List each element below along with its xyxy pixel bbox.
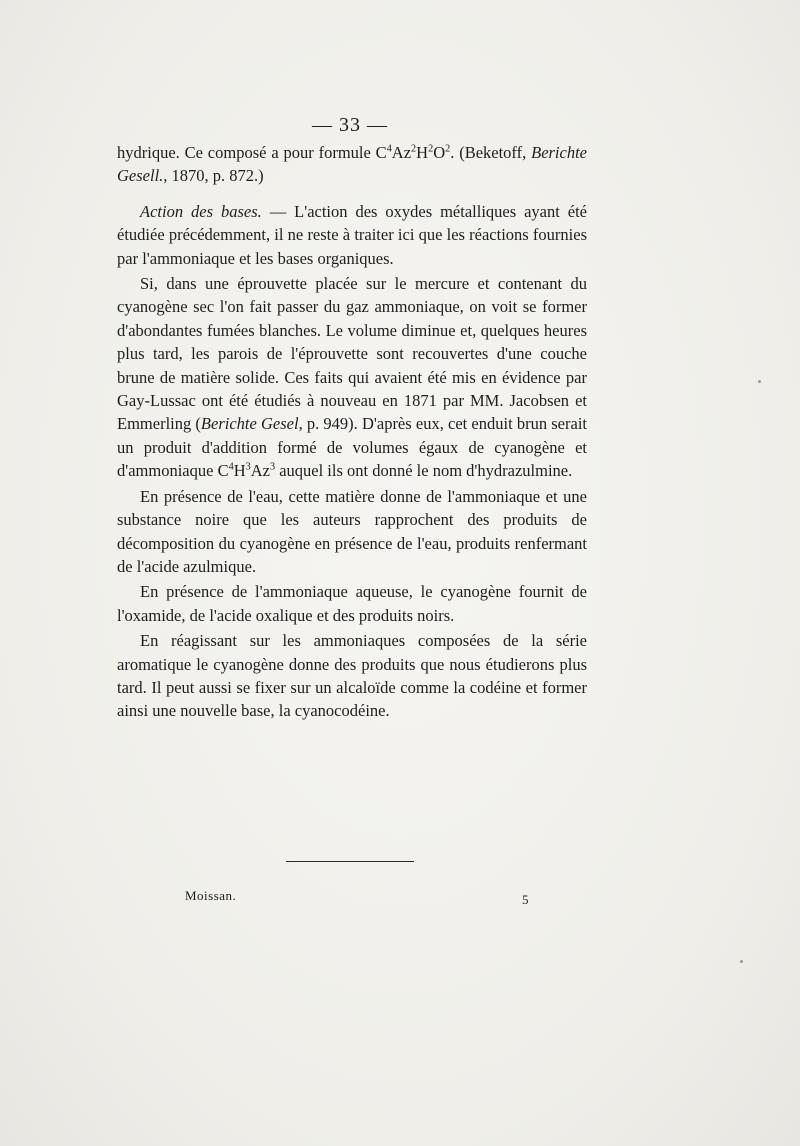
body-text bbox=[117, 141, 587, 723]
paragraph-formula bbox=[117, 141, 587, 188]
text-run: . (Beketoff, bbox=[450, 143, 532, 162]
italic-text: Berichte Gesel bbox=[200, 414, 299, 434]
text-run: En présence de l'eau, cette matière donne de l'ammoniaque et une substance noire que les auteurs rapprochent des produits de décomposition du cyanogène en présence de l'eau, produits renfermant de l'acide azulmique. bbox=[117, 486, 587, 576]
printer-signature-mark: Moissan. bbox=[185, 888, 237, 903]
page-number: — 33 — bbox=[312, 114, 388, 136]
formula-superscript: 3 bbox=[269, 461, 276, 473]
formula-superscript: 3 bbox=[245, 461, 251, 473]
text-run: O bbox=[433, 143, 446, 162]
text-run: Az bbox=[250, 461, 270, 481]
text-run: hydrique. Ce composé a pour formule C bbox=[117, 143, 387, 162]
text-run: En réagissant sur les ammoniaques composées de la série aromatique le cyanogène donne des produits que nous étudierons plus tard. Il peut aussi se fixer sur un alcaloïde comme la codéine et former ainsi une nouvelle base, la cyanocodéine. bbox=[117, 631, 587, 721]
paragraph-action-des-bases bbox=[117, 200, 587, 270]
text-run: — L'action des oxydes métalliques ayant été étudiée précédemment, il ne reste à traiter ici que les réactions fournies par l'ammoniaque et les bases organiques. bbox=[117, 201, 587, 268]
paper-speck bbox=[740, 960, 743, 963]
formula-superscript: 4 bbox=[386, 143, 392, 155]
text-run: H bbox=[416, 143, 429, 162]
text-run: Az bbox=[391, 143, 412, 162]
text-run: , 1870, p. 872.) bbox=[163, 166, 264, 186]
formula-superscript: 2 bbox=[445, 143, 451, 155]
text-run: auquel ils ont donné le nom d'hydrazulmine. bbox=[275, 461, 573, 481]
formula-superscript: 2 bbox=[428, 143, 434, 155]
italic-text: Action des bases. bbox=[140, 201, 262, 221]
paragraph-ammoniaque-aqueuse bbox=[117, 580, 587, 627]
paragraph-ammoniaques-composees bbox=[117, 629, 587, 723]
text-run: H bbox=[233, 461, 246, 481]
text-run: En présence de l'ammoniaque aqueuse, le cyanogène fournit de l'oxamide, de l'acide oxalique et des produits noirs. bbox=[117, 582, 587, 625]
paragraph-presence-eau bbox=[117, 485, 587, 579]
text-run: Si, dans une éprouvette placée sur le mercure et contenant du cyanogène sec l'on fait passer du gaz ammoniaque, on voit se former d'abondantes fumées blanches. Le volume diminue et, quelques heures plus tard, les parois de l'éprouvette sont recouvertes d'une couche brune de matière solide. Ces faits qui avaient été mis en évidence par Gay-Lussac ont été étudiés à nouveau en 1871 par MM. Jacobsen et Emmerling ( bbox=[117, 274, 587, 434]
formula-superscript: 4 bbox=[228, 461, 234, 473]
italic-text: Berichte Gesell. bbox=[117, 143, 587, 186]
formula-superscript: 2 bbox=[411, 143, 417, 155]
paper-speck bbox=[758, 380, 761, 383]
sheet-number: 5 bbox=[522, 892, 529, 907]
section-divider-rule bbox=[286, 861, 414, 862]
text-run: , p. 949). D'après eux, cet enduit brun serait un produit d'addition formé de volumes égaux de cyanogène et d'ammoniaque C bbox=[117, 414, 587, 481]
paragraph-eprouvette bbox=[117, 272, 587, 483]
